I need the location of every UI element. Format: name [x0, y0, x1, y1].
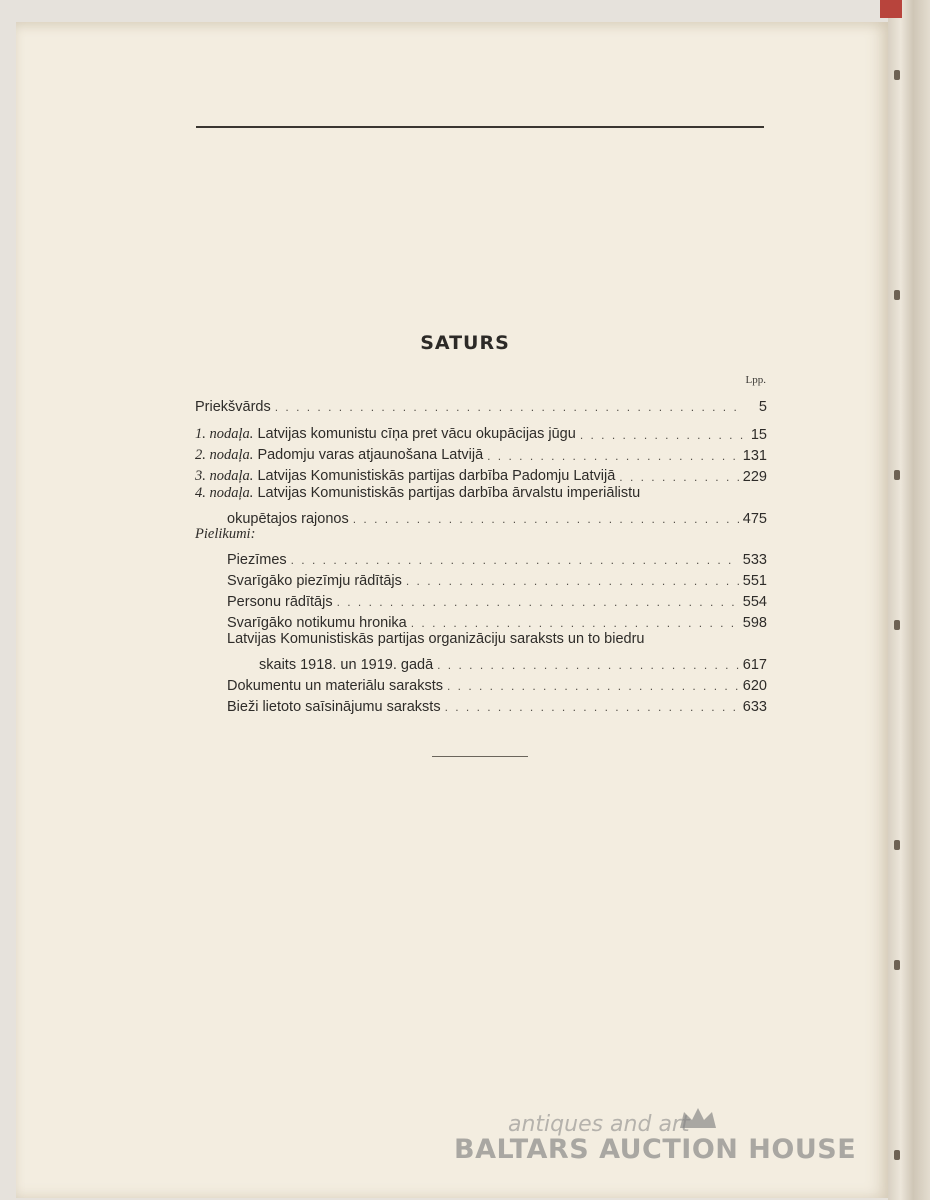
- toc-title: Svarīgāko piezīmju rādītājs: [227, 573, 402, 589]
- binding-stitch: [894, 70, 900, 80]
- toc-row: [195, 589, 767, 610]
- leader-dots: [580, 427, 745, 443]
- toc-title: Latvijas Komunistiskās partijas darbība ārvalstu imperiālistu: [257, 485, 641, 501]
- toc-row: [195, 610, 767, 631]
- toc-row: [195, 547, 767, 568]
- leader-dots: [619, 469, 739, 485]
- toc-title: skaits 1918. un 1919. gadā: [259, 657, 434, 673]
- binding-stitch: [894, 1150, 900, 1160]
- chapter-number: 3. nodaļa.: [195, 468, 254, 484]
- toc-page: 475: [742, 511, 767, 527]
- appendices-label-row: [195, 526, 767, 547]
- toc-row: [195, 464, 767, 485]
- leader-dots: [291, 552, 739, 568]
- chapter-number: 2. nodaļa.: [195, 447, 254, 463]
- leader-dots: [353, 511, 739, 527]
- toc-title: Dokumentu un materiālu saraksts: [227, 678, 443, 694]
- toc-row-continuation: [195, 652, 767, 673]
- toc-row-continuation: [195, 506, 767, 527]
- binding-stitch: [894, 290, 900, 300]
- toc-title: Priekšvārds: [195, 399, 271, 415]
- book-spine: [888, 0, 930, 1200]
- watermark-tagline: antiques and art: [508, 1112, 690, 1137]
- toc-row: [195, 673, 767, 694]
- leader-dots: [275, 399, 745, 415]
- page-column-label: Lpp.: [745, 374, 766, 386]
- leader-dots: [337, 594, 739, 610]
- leader-dots: [406, 573, 739, 589]
- toc-row: [195, 422, 767, 443]
- toc-row: [195, 631, 767, 652]
- chapter-number: 4. nodaļa.: [195, 485, 254, 501]
- toc-title: okupētajos rajonos: [227, 511, 349, 527]
- toc-chapters: [195, 422, 767, 527]
- toc-page: 15: [750, 427, 767, 443]
- toc-row: [195, 394, 767, 415]
- toc-page: 554: [742, 594, 767, 610]
- toc-title: Padomju varas atjaunošana Latvijā: [257, 447, 484, 463]
- binding-stitch: [894, 470, 900, 480]
- toc-title: Latvijas Komunistiskās partijas darbība Padomju Latvijā: [257, 468, 616, 484]
- toc-page: 598: [742, 615, 767, 631]
- toc-row: [195, 568, 767, 589]
- appendices-label: Pielikumi:: [195, 526, 256, 542]
- toc-row: [195, 485, 767, 506]
- toc-title: Bieži lietoto saīsinājumu saraksts: [227, 699, 441, 715]
- leader-dots: [445, 699, 739, 715]
- toc-title: Latvijas Komunistiskās partijas organizāciju saraksts un to biedru: [227, 631, 645, 647]
- toc-row: [195, 694, 767, 715]
- toc-page: 229: [742, 469, 767, 485]
- toc-page: 551: [742, 573, 767, 589]
- binding-stitch: [894, 960, 900, 970]
- toc-title: Piezīmes: [227, 552, 287, 568]
- leader-dots: [411, 615, 739, 631]
- toc-page: 617: [742, 657, 767, 673]
- page-title: SATURS: [420, 332, 510, 354]
- toc-appendices: [195, 526, 767, 715]
- bookmark-ribbon: [880, 0, 902, 18]
- binding-stitch: [894, 620, 900, 630]
- toc-page: 620: [742, 678, 767, 694]
- toc-row: [195, 443, 767, 464]
- watermark-brand: BALTARS AUCTION HOUSE: [454, 1134, 857, 1165]
- toc-title: Personu rādītājs: [227, 594, 333, 610]
- toc-page: 5: [758, 399, 767, 415]
- toc-page: 633: [742, 699, 767, 715]
- toc-preface: [195, 394, 767, 415]
- chapter-number: 1. nodaļa.: [195, 426, 254, 442]
- leader-dots: [447, 678, 739, 694]
- toc-page: 533: [742, 552, 767, 568]
- toc-title: Latvijas komunistu cīņa pret vācu okupācijas jūgu: [257, 426, 576, 442]
- bottom-rule: [432, 756, 528, 757]
- leader-dots: [487, 448, 739, 464]
- leader-dots: [437, 657, 739, 673]
- toc-title: Svarīgāko notikumu hronika: [227, 615, 407, 631]
- toc-page: 131: [742, 448, 767, 464]
- binding-stitch: [894, 840, 900, 850]
- top-rule: [196, 126, 764, 128]
